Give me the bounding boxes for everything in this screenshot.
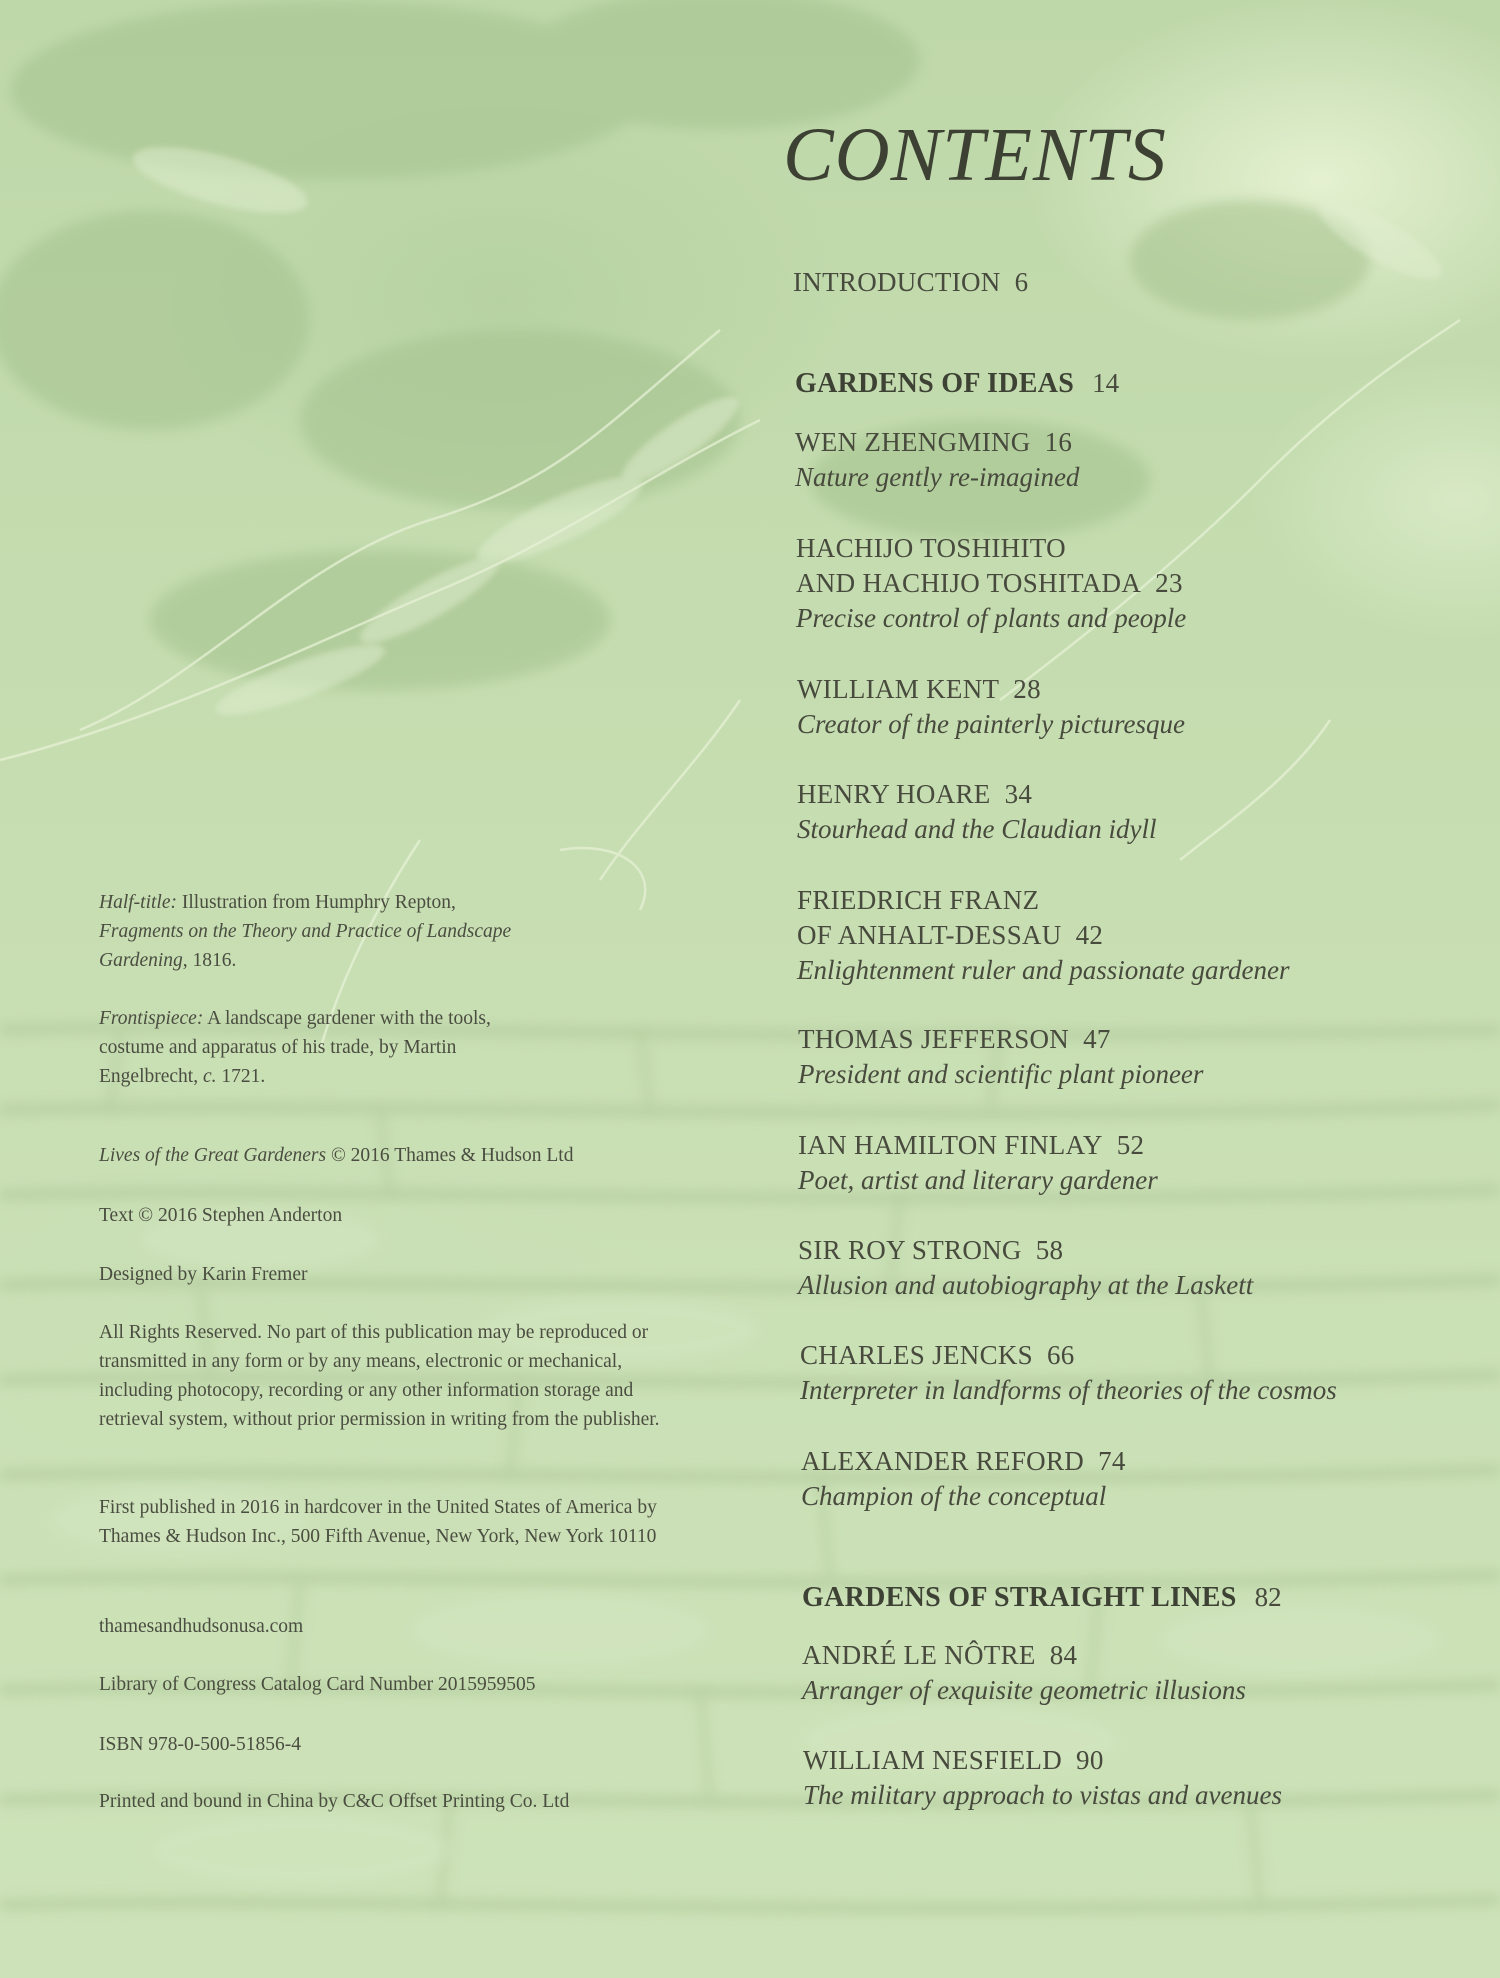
entry-name: ANDRÉ LE NÔTRE bbox=[802, 1640, 1036, 1670]
toc-introduction-label: INTRODUCTION bbox=[793, 267, 1001, 297]
section-page: 82 bbox=[1254, 1582, 1282, 1612]
toc-entry[interactable] bbox=[798, 1128, 1498, 1198]
toc-entry[interactable] bbox=[795, 425, 1495, 495]
entry-subtitle: Allusion and autobiography at the Laskett bbox=[798, 1270, 1254, 1300]
entry-name: HACHIJO TOSHIHITO bbox=[796, 533, 1066, 563]
entry-subtitle: Interpreter in landforms of theories of the cosmos bbox=[800, 1375, 1337, 1405]
isbn: ISBN 978-0-500-51856-4 bbox=[99, 1734, 302, 1755]
book-title: Lives of the Great Gardeners bbox=[99, 1145, 327, 1166]
entry-subtitle: Precise control of plants and people bbox=[796, 603, 1187, 633]
entry-subtitle: Poet, artist and literary gardener bbox=[798, 1165, 1158, 1195]
entry-page: 47 bbox=[1083, 1024, 1111, 1054]
book-copyright bbox=[99, 1141, 719, 1170]
toc-introduction-page: 6 bbox=[1014, 267, 1029, 297]
half-title-text: Illustration from Humphry Repton, bbox=[176, 892, 456, 913]
frontispiece-text: A landscape gardener with the tools, costume and apparatus of his trade, by Martin Engelbrecht, bbox=[99, 1008, 491, 1087]
toc-entry[interactable] bbox=[797, 777, 1497, 847]
entry-name: IAN HAMILTON FINLAY bbox=[798, 1130, 1103, 1160]
entry-name: CHARLES JENCKS bbox=[800, 1340, 1033, 1370]
frontispiece-label: Frontispiece: bbox=[99, 1008, 204, 1029]
toc-entry[interactable] bbox=[801, 1444, 1500, 1514]
entry-page: 90 bbox=[1076, 1745, 1104, 1775]
entry-page: 28 bbox=[1013, 674, 1041, 704]
entry-name: WILLIAM NESFIELD bbox=[803, 1745, 1063, 1775]
entry-subtitle: Champion of the conceptual bbox=[801, 1481, 1107, 1511]
toc-entry[interactable] bbox=[796, 531, 1496, 636]
entry-page: 42 bbox=[1075, 920, 1104, 950]
entry-subtitle: Arranger of exquisite geometric illusions bbox=[802, 1675, 1246, 1705]
entry-name: FRIEDRICH FRANZ bbox=[797, 885, 1040, 915]
toc-entry[interactable] bbox=[800, 1338, 1500, 1408]
entry-page: 84 bbox=[1049, 1640, 1078, 1670]
entry-page: 58 bbox=[1035, 1235, 1064, 1265]
toc-entry[interactable] bbox=[798, 1233, 1498, 1303]
toc-section-gardens-of-ideas[interactable] bbox=[795, 368, 1495, 400]
frontispiece-credit bbox=[99, 1004, 539, 1091]
entry-subtitle: Enlightenment ruler and passionate gardener bbox=[797, 955, 1290, 985]
entry-name: THOMAS JEFFERSON bbox=[798, 1024, 1070, 1054]
text-copyright: Text © 2016 Stephen Anderton bbox=[99, 1205, 343, 1226]
entry-name: WILLIAM KENT bbox=[797, 674, 1000, 704]
printer-credit: Printed and bound in China by C&C Offset Printing Co. Ltd bbox=[99, 1791, 570, 1812]
entry-page: 23 bbox=[1155, 568, 1183, 598]
entry-name: SIR ROY STRONG bbox=[798, 1235, 1022, 1265]
frontispiece-date: 1721. bbox=[216, 1066, 266, 1087]
toc-entry[interactable] bbox=[797, 672, 1497, 742]
entry-page: 74 bbox=[1098, 1446, 1126, 1476]
entry-page: 34 bbox=[1004, 779, 1033, 809]
contents-title: CONTENTS bbox=[783, 113, 1167, 197]
entry-page: 16 bbox=[1044, 427, 1073, 457]
entry-name: OF ANHALT-DESSAU bbox=[797, 920, 1062, 950]
entry-name: WEN ZHENGMING bbox=[795, 427, 1031, 457]
entry-subtitle: Nature gently re-imagined bbox=[795, 462, 1080, 492]
entry-name: AND HACHIJO TOSHITADA bbox=[796, 568, 1142, 598]
section-title: GARDENS OF IDEAS bbox=[795, 368, 1075, 399]
designer-credit: Designed by Karin Fremer bbox=[99, 1264, 308, 1285]
toc-entry[interactable] bbox=[803, 1743, 1500, 1813]
rights-statement: All Rights Reserved. No part of this publication may be reproduced or transmitted in any form or by any means, electronic or mechanical, including photocopy, recording or any other information storage and retrieval system, without prior permission in writing from the publisher. bbox=[99, 1322, 660, 1430]
half-title-label: Half-title: bbox=[99, 892, 177, 913]
entry-subtitle: Creator of the painterly picturesque bbox=[797, 709, 1185, 739]
entry-name: HENRY HOARE bbox=[797, 779, 991, 809]
toc-entry[interactable] bbox=[797, 883, 1497, 988]
entry-subtitle: Stourhead and the Claudian idyll bbox=[797, 814, 1157, 844]
entry-subtitle: President and scientific plant pioneer bbox=[798, 1059, 1204, 1089]
half-title-date: , 1816. bbox=[182, 950, 237, 971]
toc-introduction[interactable] bbox=[793, 265, 1493, 300]
entry-page: 52 bbox=[1116, 1130, 1145, 1160]
book-copyright-text: © 2016 Thames & Hudson Ltd bbox=[326, 1145, 574, 1166]
toc-entry[interactable] bbox=[798, 1022, 1498, 1092]
entry-name: ALEXANDER REFORD bbox=[801, 1446, 1085, 1476]
toc-section-gardens-of-straight-lines[interactable] bbox=[802, 1582, 1500, 1614]
loc-catalog-number: Library of Congress Catalog Card Number 2015959505 bbox=[99, 1674, 536, 1695]
half-title-credit bbox=[99, 888, 519, 975]
entry-subtitle: The military approach to vistas and avenues bbox=[803, 1780, 1282, 1810]
toc-entry[interactable] bbox=[802, 1638, 1500, 1708]
entry-page: 66 bbox=[1047, 1340, 1075, 1370]
first-published-statement: First published in 2016 in hardcover in the United States of America by Thames & Hudson Inc., 500 Fifth Avenue, New York, New York 10110 bbox=[99, 1497, 657, 1547]
section-page: 14 bbox=[1092, 368, 1120, 398]
section-title: GARDENS OF STRAIGHT LINES bbox=[802, 1582, 1237, 1613]
half-title-work: Fragments on the Theory and Practice of Landscape Gardening bbox=[99, 921, 512, 971]
frontispiece-circa: c. bbox=[202, 1066, 217, 1087]
publisher-website[interactable]: thamesandhudsonusa.com bbox=[99, 1616, 304, 1637]
